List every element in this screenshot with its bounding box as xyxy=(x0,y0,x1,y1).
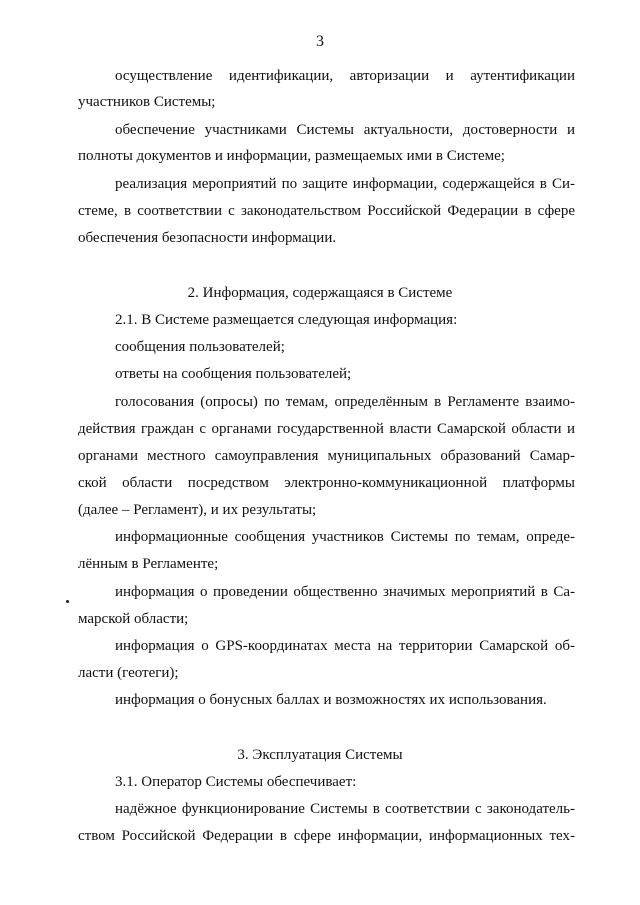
text-line: информация о GPS-координатах места на территории Самарской об- xyxy=(115,638,575,654)
text-line: обеспечение участниками Системы актуальности, достоверности и xyxy=(115,122,575,138)
text-line: (далее – Регламент), и их результаты; xyxy=(78,502,317,518)
text-line: обеспечения безопасности информации. xyxy=(78,230,337,246)
text-line: реализация мероприятий по защите информации, содержащейся в Си- xyxy=(115,176,575,192)
text-line: органами местного самоуправления муниципальных образований Самар- xyxy=(78,448,575,464)
section-heading: 2. Информация, содержащаяся в Системе xyxy=(187,285,453,301)
section-heading: 3. Эксплуатация Системы xyxy=(237,747,403,763)
text-line: полноты документов и информации, размещаемых ими в Системе; xyxy=(78,148,505,164)
text-line: ской области посредством электронно-коммуникационной платформы xyxy=(78,475,575,491)
text-line: информация о бонусных баллах и возможностях их использования. xyxy=(115,692,547,708)
text-line: надёжное функционирование Системы в соответствии с законодатель- xyxy=(115,801,575,817)
text-line: ответы на сообщения пользователей; xyxy=(115,366,352,382)
text-line: 3.1. Оператор Системы обеспечивает: xyxy=(115,774,357,790)
text-line: стеме, в соответствии с законодательством Российской Федерации в сфере xyxy=(78,203,575,219)
text-line: ласти (геотеги); xyxy=(78,665,179,681)
text-line: марской области; xyxy=(78,611,189,627)
page-number: 3 xyxy=(316,33,324,50)
text-line: лённым в Регламенте; xyxy=(78,556,219,572)
text-line: информационные сообщения участников Системы по темам, опреде- xyxy=(115,529,575,545)
scan-speck xyxy=(66,600,69,603)
text-line: ством Российской Федерации в сфере информации, информационных тех- xyxy=(78,828,575,844)
text-line: осуществление идентификации, авторизации и аутентификации xyxy=(115,68,575,84)
text-line: участников Системы; xyxy=(78,94,216,110)
text-line: сообщения пользователей; xyxy=(115,339,285,355)
text-line: действия граждан с органами государственной власти Самарской области и xyxy=(78,421,575,437)
text-line: голосования (опросы) по темам, определённым в Регламенте взаимо- xyxy=(115,394,575,410)
text-line: 2.1. В Системе размещается следующая информация: xyxy=(115,312,458,328)
text-line: информация о проведении общественно значимых мероприятий в Са- xyxy=(115,584,575,600)
